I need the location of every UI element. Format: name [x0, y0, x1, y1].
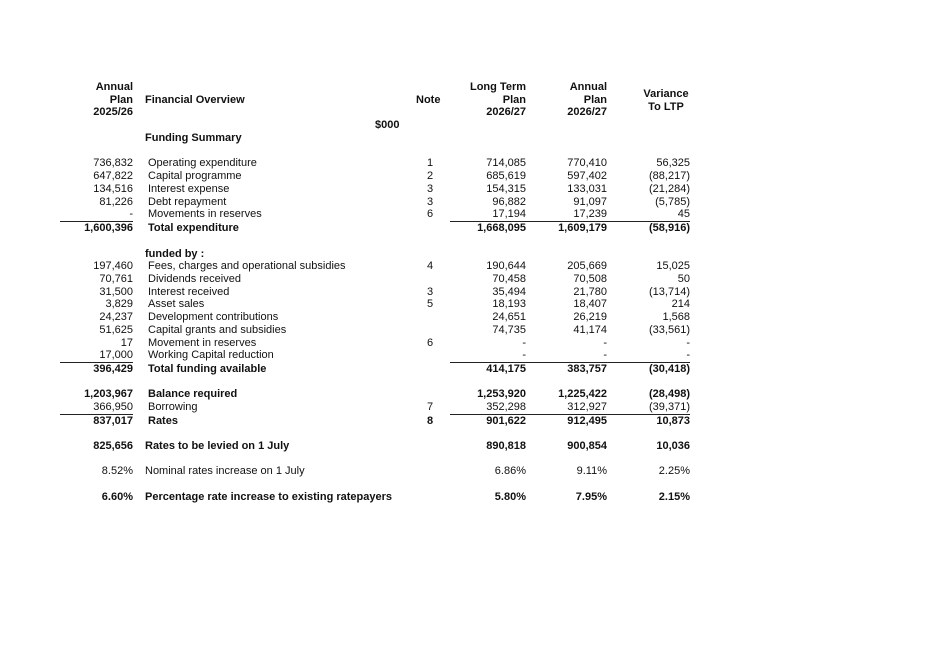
table-row: 3,829 Asset sales 5 18,193 18,407 214 — [105, 298, 690, 310]
nominal-increase-row: 8.52% Nominal rates increase on 1 July 6.86% 9.11% 2.25% — [101, 465, 690, 477]
table-row: 70,761 Dividends received 70,458 70,508 50 — [99, 273, 690, 285]
table-row: - Movements in reserves 6 17,194 17,239 45 — [129, 208, 690, 220]
header-financial-overview: Financial Overview — [145, 94, 245, 106]
header-note: Note — [416, 94, 441, 106]
table-row: 24,237 Development contributions 24,651 26,219 1,568 — [99, 311, 690, 323]
balance-required-row: 1,203,967 Balance required 1,253,920 1,225,422 (28,498) — [84, 388, 690, 400]
header-long-term-plan: Long Term Plan 2026/27 — [469, 81, 526, 118]
table-row: 17 Movement in reserves 6 - - - — [120, 337, 690, 349]
table-row: 81,226 Debt repayment 3 96,882 91,097 (5,785) — [99, 196, 690, 208]
header-annual-plan-2026: Annual Plan 2026/27 — [567, 81, 607, 118]
borrowing-row: 366,950 Borrowing 7 352,298 312,927 (39,371) — [93, 401, 690, 413]
table-row: 647,822 Capital programme 2 685,619 597,402 (88,217) — [93, 170, 690, 182]
percentage-increase-row: 6.60% Percentage rate increase to existing ratepayers 5.80% 7.95% 2.15% — [101, 491, 690, 503]
table-row: 736,832 Operating expenditure 1 714,085 770,410 56,325 — [93, 157, 690, 169]
total-expenditure-row: 1,600,396 Total expenditure 1,668,095 1,609,179 (58,916) — [84, 222, 690, 234]
table-row: 17,000 Working Capital reduction - - - — [99, 349, 690, 361]
table-row: 134,516 Interest expense 3 154,315 133,031 (21,284) — [93, 183, 690, 195]
rates-row: 837,017 Rates 8 901,622 912,495 10,873 — [93, 415, 690, 427]
units-label: $000 — [375, 119, 400, 131]
rates-levied-row: 825,656 Rates to be levied on 1 July 890,818 900,854 10,036 — [93, 440, 690, 452]
header-annual-plan-2025: Annual Plan 2025/26 — [93, 81, 133, 118]
section-title-funded-by: funded by : — [145, 248, 205, 260]
table-row: 51,625 Capital grants and subsidies 74,735 41,174 (33,561) — [99, 324, 690, 336]
section-title-funding-summary: Funding Summary — [145, 132, 242, 144]
table-row: 197,460 Fees, charges and operational subsidies 4 190,644 205,669 15,025 — [93, 260, 690, 272]
table-row: 31,500 Interest received 3 35,494 21,780 (13,714) — [99, 286, 690, 298]
total-funding-row: 396,429 Total funding available 414,175 383,757 (30,418) — [93, 363, 690, 375]
header-variance: Variance To LTP — [643, 88, 689, 113]
